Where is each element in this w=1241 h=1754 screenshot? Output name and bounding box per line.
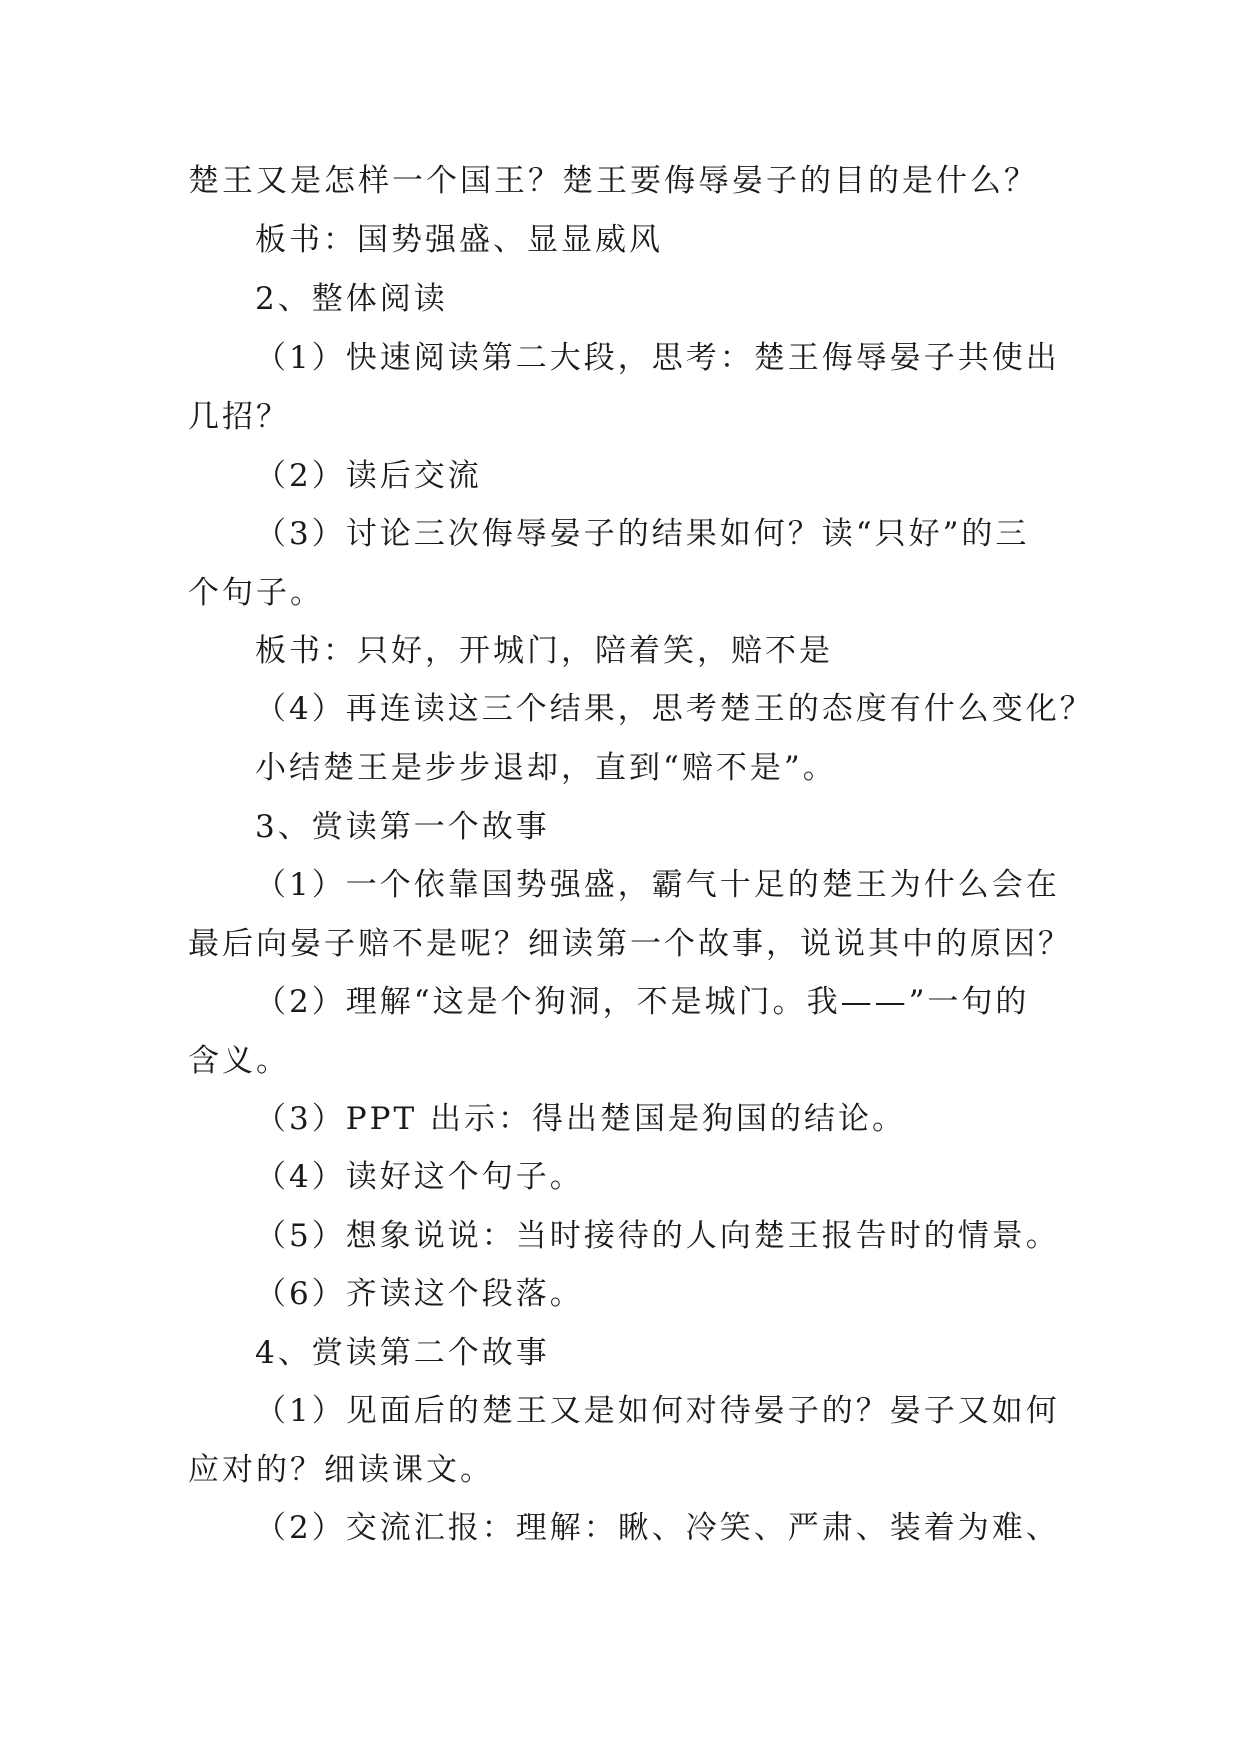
text-line: （1）快速阅读第二大段，思考：楚王侮辱晏子共使出 <box>255 340 1060 376</box>
text-line: （2）交流汇报：理解：瞅、冷笑、严肃、装着为难、 <box>255 1510 1060 1546</box>
text-line: 楚王又是怎样一个国王？楚王要侮辱晏子的目的是什么？ <box>188 163 1038 199</box>
text-line: 板书：国势强盛、显显威风 <box>255 222 663 258</box>
text-line: （2）读后交流 <box>255 458 482 494</box>
section-heading: 4、赏读第二个故事 <box>255 1335 550 1371</box>
text-line: （4）再连读这三个结果，思考楚王的态度有什么变化？ <box>255 691 1094 727</box>
text-line: （5）想象说说：当时接待的人向楚王报告时的情景。 <box>255 1218 1060 1254</box>
section-heading: 2、整体阅读 <box>255 281 448 317</box>
text-line: （2）理解“这是个狗洞，不是城门。我——”一句的 <box>255 984 1030 1020</box>
text-line: （1）见面后的楚王又是如何对待晏子的？晏子又如何 <box>255 1393 1060 1429</box>
text-line: （3）PPT 出示：得出楚国是狗国的结论。 <box>255 1101 906 1137</box>
text-line: 最后向晏子赔不是呢？细读第一个故事，说说其中的原因？ <box>188 926 1072 962</box>
text-line: 几招？ <box>188 399 290 435</box>
section-heading: 3、赏读第一个故事 <box>255 809 550 845</box>
text-line: （3）讨论三次侮辱晏子的结果如何？读“只好”的三 <box>255 516 1030 552</box>
text-line: 小结楚王是步步退却，直到“赔不是”。 <box>255 750 837 786</box>
text-line: （1）一个依靠国势强盛，霸气十足的楚王为什么会在 <box>255 867 1060 903</box>
text-line: （6）齐读这个段落。 <box>255 1276 584 1312</box>
text-line: 含义。 <box>188 1043 290 1079</box>
text-line: 板书：只好，开城门，陪着笑，赔不是 <box>255 633 833 669</box>
text-line: 应对的？细读课文。 <box>188 1452 494 1488</box>
text-line: （4）读好这个句子。 <box>255 1159 584 1195</box>
text-line: 个句子。 <box>188 575 324 611</box>
